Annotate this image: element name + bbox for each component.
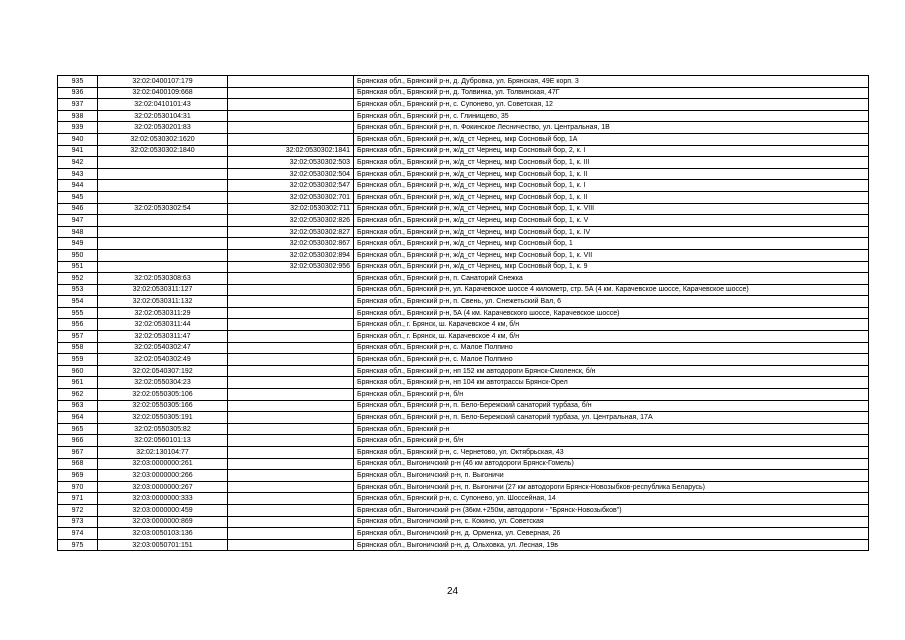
address-cell: Брянская обл., Брянский р-н, с. Чернетово, ул. Октябрьская, 43 (354, 447, 869, 459)
address-cell: Брянская обл., Выгоничский р-н, с. Кокино, ул. Советская (354, 516, 869, 528)
related-cadastral-number-cell (228, 99, 354, 111)
registry-sheet (57, 75, 840, 551)
related-cadastral-number-cell (228, 273, 354, 285)
related-cadastral-number-cell (228, 412, 354, 424)
row-number-cell: 967 (58, 447, 98, 459)
address-cell: Брянская обл., Брянский р-н, п. Бело-Бережский санаторий турбаза, б/н (354, 400, 869, 412)
table-row (58, 354, 869, 366)
cadastral-number-cell: 32:03:0000000:267 (98, 481, 228, 493)
address-cell: Брянская обл., Брянский р-н, п. Свень, ул. Снежетьский Вал, 6 (354, 296, 869, 308)
cadastral-number-cell: 32:03:0000000:459 (98, 504, 228, 516)
row-number-cell: 972 (58, 504, 98, 516)
address-cell: Брянская обл., Выгоничский р-н (46 км автодороги Брянск-Гомель) (354, 458, 869, 470)
related-cadastral-number-cell (228, 365, 354, 377)
address-cell: Брянская обл., Брянский р-н, п. Фокинское Лесничество, ул. Центральная, 1В (354, 122, 869, 134)
cadastral-number-cell: 32:03:0000000:266 (98, 470, 228, 482)
address-cell: Брянская обл., Брянский р-н, ж/д_ст Чернец, мкр Сосновый бор, 1, к. IV (354, 226, 869, 238)
related-cadastral-number-cell: 32:02:0530302:867 (228, 238, 354, 250)
row-number-cell: 966 (58, 435, 98, 447)
row-number-cell: 936 (58, 87, 98, 99)
related-cadastral-number-cell (228, 435, 354, 447)
row-number-cell: 955 (58, 307, 98, 319)
cadastral-number-cell (98, 226, 228, 238)
cadastral-number-cell: 32:03:0000000:869 (98, 516, 228, 528)
cadastral-number-cell: 32:02:0410101:43 (98, 99, 228, 111)
row-number-cell: 941 (58, 145, 98, 157)
cadastral-number-cell (98, 215, 228, 227)
cadastral-number-cell: 32:02:0530311:132 (98, 296, 228, 308)
row-number-cell: 947 (58, 215, 98, 227)
related-cadastral-number-cell (228, 319, 354, 331)
table-row (58, 377, 869, 389)
cadastral-number-cell: 32:02:0530201:83 (98, 122, 228, 134)
related-cadastral-number-cell: 32:02:0530302:504 (228, 168, 354, 180)
cadastral-number-cell: 32:03:0050701:151 (98, 539, 228, 551)
row-number-cell: 951 (58, 261, 98, 273)
row-number-cell: 963 (58, 400, 98, 412)
address-cell: Брянская обл., Выгоничский р-н (36км.+250м, автодороги - "Брянск-Новозыбков") (354, 504, 869, 516)
address-cell: Брянская обл., Брянский р-н, ж/д_ст Чернец, мкр Сосновый бор, 1А (354, 133, 869, 145)
address-cell: Брянская обл., Выгоничский р-н, п. Выгоничи (354, 470, 869, 482)
row-number-cell: 965 (58, 423, 98, 435)
table-row (58, 203, 869, 215)
row-number-cell: 954 (58, 296, 98, 308)
row-number-cell: 960 (58, 365, 98, 377)
cadastral-number-cell: 32:02:0560101:13 (98, 435, 228, 447)
related-cadastral-number-cell (228, 76, 354, 88)
related-cadastral-number-cell (228, 342, 354, 354)
row-number-cell: 939 (58, 122, 98, 134)
address-cell: Брянская обл., Брянский р-н, с. Супонево, ул. Шоссейная, 14 (354, 493, 869, 505)
related-cadastral-number-cell (228, 133, 354, 145)
address-cell: Брянская обл., Брянский р-н, п. Санаторий Снежка (354, 273, 869, 285)
row-number-cell: 959 (58, 354, 98, 366)
address-cell: Брянская обл., Брянский р-н, ул. Карачевское шоссе 4 километр, стр. 5А (4 км. Карачевское шоссе, Карачевское шоссе) (354, 284, 869, 296)
cadastral-number-cell: 32:02:0530308:63 (98, 273, 228, 285)
related-cadastral-number-cell: 32:02:0530302:701 (228, 191, 354, 203)
related-cadastral-number-cell (228, 284, 354, 296)
related-cadastral-number-cell (228, 122, 354, 134)
cadastral-number-cell: 32:02:0550305:82 (98, 423, 228, 435)
address-cell: Брянская обл., Брянский р-н, б/н (354, 389, 869, 401)
address-cell: Брянская обл., Брянский р-н, с. Супонево, ул. Советская, 12 (354, 99, 869, 111)
address-cell: Брянская обл., Брянский р-н, ж/д_ст Чернец, мкр Сосновый бор, 1, к. 9 (354, 261, 869, 273)
address-cell: Брянская обл., Брянский р-н, 5А (4 км. Карачевского шоссе, Карачевское шоссе) (354, 307, 869, 319)
row-number-cell: 970 (58, 481, 98, 493)
table-row (58, 238, 869, 250)
related-cadastral-number-cell (228, 400, 354, 412)
cadastral-number-cell: 32:03:0000000:261 (98, 458, 228, 470)
related-cadastral-number-cell (228, 377, 354, 389)
related-cadastral-number-cell (228, 447, 354, 459)
row-number-cell: 956 (58, 319, 98, 331)
row-number-cell: 953 (58, 284, 98, 296)
address-cell: Брянская обл., Брянский р-н, с. Малое Полпино (354, 342, 869, 354)
row-number-cell: 949 (58, 238, 98, 250)
table-row (58, 307, 869, 319)
table-row (58, 331, 869, 343)
related-cadastral-number-cell (228, 354, 354, 366)
row-number-cell: 943 (58, 168, 98, 180)
row-number-cell: 937 (58, 99, 98, 111)
row-number-cell: 946 (58, 203, 98, 215)
related-cadastral-number-cell (228, 516, 354, 528)
cadastral-number-cell: 32:02:0530302:1840 (98, 145, 228, 157)
row-number-cell: 964 (58, 412, 98, 424)
address-cell: Брянская обл., Брянский р-н, с. Малое Полпино (354, 354, 869, 366)
related-cadastral-number-cell (228, 423, 354, 435)
cadastral-number-cell: 32:02:0530311:44 (98, 319, 228, 331)
table-row (58, 400, 869, 412)
row-number-cell: 942 (58, 157, 98, 169)
table-row (58, 168, 869, 180)
cadastral-number-cell: 32:02:0530302:1620 (98, 133, 228, 145)
related-cadastral-number-cell: 32:02:0530302:1841 (228, 145, 354, 157)
table-row (58, 284, 869, 296)
cadastral-number-cell: 32:03:0000000:333 (98, 493, 228, 505)
related-cadastral-number-cell: 32:02:0530302:547 (228, 180, 354, 192)
table-row (58, 261, 869, 273)
cadastral-number-cell (98, 168, 228, 180)
cadastral-number-cell: 32:02:0400109:668 (98, 87, 228, 99)
table-row (58, 528, 869, 540)
table-row (58, 493, 869, 505)
table-row (58, 110, 869, 122)
address-cell: Брянская обл., Брянский р-н, ж/д_ст Чернец, мкр Сосновый бор, 1, к. V (354, 215, 869, 227)
cadastral-number-cell: 32:02:0540302:49 (98, 354, 228, 366)
table-row (58, 191, 869, 203)
cadastral-number-cell: 32:03:0050103:136 (98, 528, 228, 540)
table-row (58, 389, 869, 401)
related-cadastral-number-cell (228, 110, 354, 122)
cadastral-number-cell: 32:02:0540302:47 (98, 342, 228, 354)
table-row (58, 180, 869, 192)
table-row (58, 435, 869, 447)
address-cell: Брянская обл., Брянский р-н, ж/д_ст Чернец, мкр Сосновый бор, 1, к. II (354, 191, 869, 203)
related-cadastral-number-cell (228, 296, 354, 308)
cadastral-number-cell: 32:02:0530311:29 (98, 307, 228, 319)
row-number-cell: 945 (58, 191, 98, 203)
related-cadastral-number-cell: 32:02:0530302:503 (228, 157, 354, 169)
row-number-cell: 938 (58, 110, 98, 122)
related-cadastral-number-cell (228, 504, 354, 516)
row-number-cell: 971 (58, 493, 98, 505)
cadastral-number-cell: 32:02:0530104:31 (98, 110, 228, 122)
related-cadastral-number-cell: 32:02:0530302:894 (228, 249, 354, 261)
address-cell: Брянская обл., Брянский р-н, п. Бело-Бережский санаторий турбаза, ул. Центральная, 17А (354, 412, 869, 424)
table-row (58, 157, 869, 169)
table-row (58, 296, 869, 308)
cadastral-number-cell: 32:02:0400107:179 (98, 76, 228, 88)
cadastral-number-cell: 32:02:130104:77 (98, 447, 228, 459)
table-row (58, 516, 869, 528)
address-cell: Брянская обл., Брянский р-н, нп 152 км автодороги Брянск-Смоленск, б/н (354, 365, 869, 377)
registry-table-body (58, 76, 869, 551)
related-cadastral-number-cell (228, 331, 354, 343)
cadastral-number-cell (98, 157, 228, 169)
page-number: 24 (446, 586, 459, 597)
row-number-cell: 962 (58, 389, 98, 401)
related-cadastral-number-cell: 32:02:0530302:956 (228, 261, 354, 273)
related-cadastral-number-cell: 32:02:0530302:827 (228, 226, 354, 238)
cadastral-number-cell (98, 180, 228, 192)
related-cadastral-number-cell (228, 470, 354, 482)
cadastral-number-cell (98, 238, 228, 250)
related-cadastral-number-cell (228, 389, 354, 401)
address-cell: Брянская обл., Брянский р-н, ж/д_ст Чернец, мкр Сосновый бор, 1, к. VIII (354, 203, 869, 215)
related-cadastral-number-cell (228, 539, 354, 551)
address-cell: Брянская обл., Брянский р-н, ж/д_ст Чернец, мкр Сосновый бор, 2, к. I (354, 145, 869, 157)
row-number-cell: 935 (58, 76, 98, 88)
related-cadastral-number-cell (228, 458, 354, 470)
related-cadastral-number-cell (228, 87, 354, 99)
table-row (58, 539, 869, 551)
table-row (58, 342, 869, 354)
cadastral-number-cell: 32:02:0550305:106 (98, 389, 228, 401)
related-cadastral-number-cell: 32:02:0530302:826 (228, 215, 354, 227)
table-row (58, 76, 869, 88)
table-row (58, 447, 869, 459)
table-row (58, 504, 869, 516)
row-number-cell: 957 (58, 331, 98, 343)
row-number-cell: 944 (58, 180, 98, 192)
table-row (58, 87, 869, 99)
table-row (58, 273, 869, 285)
cadastral-number-cell: 32:02:0530302:54 (98, 203, 228, 215)
related-cadastral-number-cell (228, 528, 354, 540)
address-cell: Брянская обл., г. Брянск, ш. Карачевское 4 км, б/н (354, 319, 869, 331)
table-row (58, 226, 869, 238)
table-row (58, 470, 869, 482)
address-cell: Брянская обл., Брянский р-н, ж/д_ст Чернец, мкр Сосновый бор, 1, к. I (354, 180, 869, 192)
row-number-cell: 952 (58, 273, 98, 285)
address-cell: Брянская обл., Брянский р-н, с. Глинищево, 35 (354, 110, 869, 122)
address-cell: Брянская обл., Брянский р-н, д. Дубровка, ул. Брянская, 49Е корп. 3 (354, 76, 869, 88)
address-cell: Брянская обл., Брянский р-н, д. Толвинка, ул. Толвинская, 47Г (354, 87, 869, 99)
table-row (58, 319, 869, 331)
row-number-cell: 969 (58, 470, 98, 482)
address-cell: Брянская обл., Брянский р-н (354, 423, 869, 435)
table-row (58, 481, 869, 493)
address-cell: Брянская обл., Брянский р-н, ж/д_ст Чернец, мкр Сосновый бор, 1, к. II (354, 168, 869, 180)
related-cadastral-number-cell (228, 481, 354, 493)
row-number-cell: 950 (58, 249, 98, 261)
cadastral-number-cell: 32:02:0530311:127 (98, 284, 228, 296)
related-cadastral-number-cell: 32:02:0530302:711 (228, 203, 354, 215)
related-cadastral-number-cell (228, 493, 354, 505)
row-number-cell: 968 (58, 458, 98, 470)
cadastral-registry-table (57, 75, 869, 551)
row-number-cell: 958 (58, 342, 98, 354)
cadastral-number-cell (98, 249, 228, 261)
table-row (58, 423, 869, 435)
table-row (58, 133, 869, 145)
row-number-cell: 948 (58, 226, 98, 238)
cadastral-number-cell: 32:02:0550305:191 (98, 412, 228, 424)
table-row (58, 215, 869, 227)
address-cell: Брянская обл., г. Брянск, ш. Карачевское 4 км, б/н (354, 331, 869, 343)
row-number-cell: 975 (58, 539, 98, 551)
table-row (58, 145, 869, 157)
cadastral-number-cell: 32:02:0550305:166 (98, 400, 228, 412)
row-number-cell: 974 (58, 528, 98, 540)
table-row (58, 365, 869, 377)
cadastral-number-cell (98, 191, 228, 203)
address-cell: Брянская обл., Брянский р-н, ж/д_ст Чернец, мкр Сосновый бор, 1 (354, 238, 869, 250)
related-cadastral-number-cell (228, 307, 354, 319)
address-cell: Брянская обл., Брянский р-н, ж/д_ст Чернец, мкр Сосновый бор, 1, к. III (354, 157, 869, 169)
table-row (58, 458, 869, 470)
row-number-cell: 940 (58, 133, 98, 145)
cadastral-number-cell (98, 261, 228, 273)
address-cell: Брянская обл., Выгоничский р-н, д. Орменка, ул. Северная, 26 (354, 528, 869, 540)
row-number-cell: 961 (58, 377, 98, 389)
cadastral-number-cell: 32:02:0540307:192 (98, 365, 228, 377)
address-cell: Брянская обл., Брянский р-н, б/н (354, 435, 869, 447)
address-cell: Брянская обл., Выгоничский р-н, д. Ольховка, ул. Лесная, 19в (354, 539, 869, 551)
address-cell: Брянская обл., Брянский р-н, нп 104 км автотрассы Брянск-Орел (354, 377, 869, 389)
cadastral-number-cell: 32:02:0550304:23 (98, 377, 228, 389)
address-cell: Брянская обл., Брянский р-н, ж/д_ст Чернец, мкр Сосновый бор, 1, к. VII (354, 249, 869, 261)
cadastral-number-cell: 32:02:0530311:47 (98, 331, 228, 343)
table-row (58, 99, 869, 111)
table-row (58, 249, 869, 261)
address-cell: Брянская обл., Выгоничский р-н, п. Выгоничи (27 км автодороги Брянск-Новозыбков-республика Беларусь) (354, 481, 869, 493)
table-row (58, 122, 869, 134)
row-number-cell: 973 (58, 516, 98, 528)
table-row (58, 412, 869, 424)
